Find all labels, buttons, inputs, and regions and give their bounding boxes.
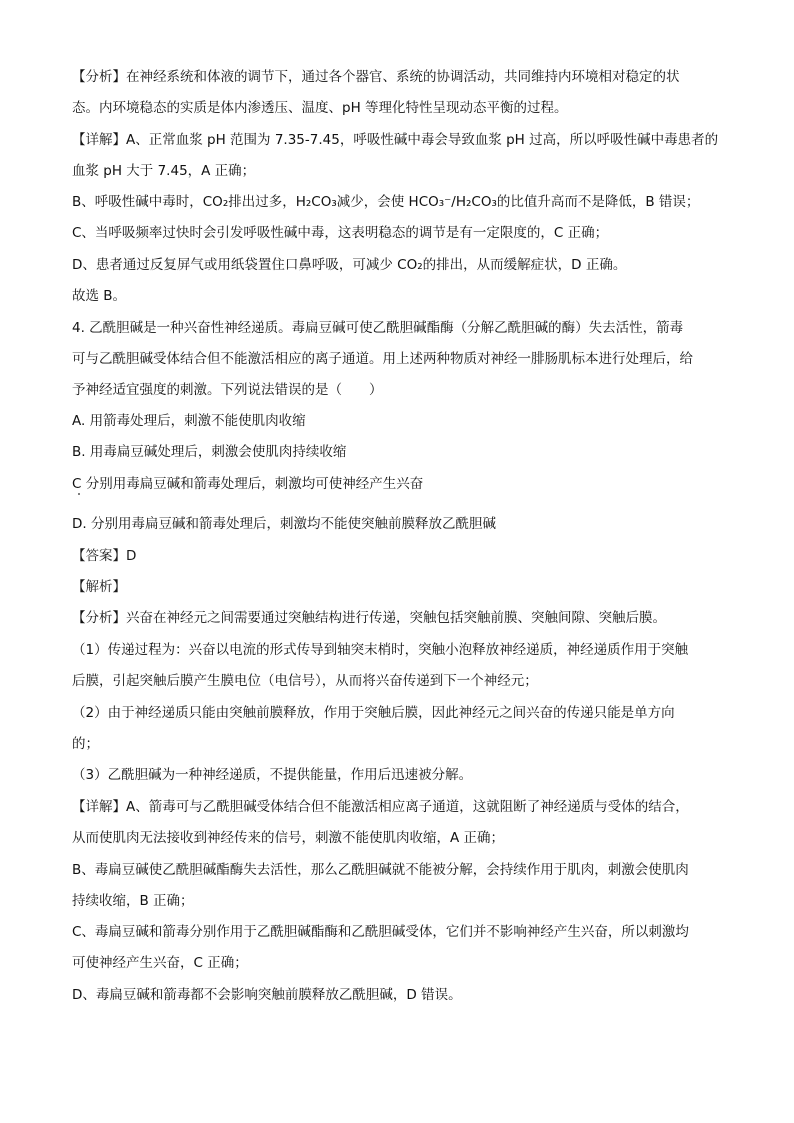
option-d: D. 分别用毒扁豆碱和箭毒处理后，刺激均不能使突触前膜释放乙酰胆碱: [72, 516, 496, 532]
option-b: B. 用毒扁豆碱处理后，刺激会使肌肉持续收缩: [72, 444, 347, 460]
text-line: D、患者通过反复屏气或用纸袋置住口鼻呼吸，可减少 CO₂的排出，从而缓解症状，D 正确。: [72, 257, 627, 273]
text-line: 血浆 pH 大于 7.45，A 正确；: [72, 163, 256, 179]
text-line: 态。内环境稳态的实质是体内渗透压、温度、pH 等理化特性呈现动态平衡的过程。: [72, 100, 568, 116]
text-line: 从而使肌肉无法接收到神经传来的信号，刺激不能使肌肉收缩，A 正确；: [72, 830, 505, 846]
text-line: D、毒扁豆碱和箭毒都不会影响突触前膜释放乙酰胆碱，D 错误。: [72, 987, 462, 1003]
question-stem: 可与乙酰胆碱受体结合但不能激活相应的离子通道。用上述两种物质对神经一腓肠肌标本进行处理后，给: [72, 351, 693, 367]
text-line: 的；: [72, 736, 99, 752]
text-line: B、呼吸性碱中毒时，CO₂排出过多，H₂CO₃减少，会使 HCO₃⁻/H₂CO₃的比值升高而不是降低，B 错误；: [72, 194, 700, 210]
text-line: 【分析】在神经系统和体液的调节下，通过各个器官、系统的协调活动，共同维持内环境相对稳定的状: [72, 69, 680, 85]
text-line: 【详解】A、正常血浆 pH 范围为 7.35-7.45，呼吸性碱中毒会导致血浆 pH 过高，所以呼吸性碱中毒患者的: [72, 132, 719, 148]
text-line: B、毒扁豆碱使乙酰胆碱酯酶失去活性，那么乙酰胆碱就不能被分解，会持续作用于肌肉，刺激会使肌肉: [72, 862, 689, 878]
text-line: 持续收缩，B 正确；: [72, 893, 194, 909]
text-line: （2）由于神经递质只能由突触前膜释放，作用于突触后膜，因此神经元之间兴奋的传递只能是单方向: [72, 705, 675, 721]
text-line: C、毒扁豆碱和箭毒分别作用于乙酰胆碱酯酶和乙酰胆碱受体，它们并不影响神经产生兴奋，所以刺激均: [72, 924, 689, 940]
text-line: 可使神经产生兴奋，C 正确；: [72, 955, 248, 971]
text-line: （3）乙酰胆碱为一种神经递质，不提供能量，作用后迅速被分解。: [72, 767, 473, 783]
stray-dot: [78, 493, 80, 495]
answer-label: 【答案】D: [72, 548, 137, 564]
text-line: 【分析】兴奋在神经元之间需要通过突触结构进行传递，突触包括突触前膜、突触间隙、突触后膜。: [72, 610, 666, 626]
option-a: A. 用箭毒处理后，刺激不能使肌肉收缩: [72, 413, 306, 429]
text-line: 后膜，引起突触后膜产生膜电位（电信号），从而将兴奋传递到下一个神经元；: [72, 673, 538, 689]
text-line: （1）传递过程为：兴奋以电流的形式传导到轴突末梢时，突触小泡释放神经递质，神经递质作用于突触: [72, 642, 689, 658]
question-stem: 予神经适宜强度的刺激。下列说法错误的是（ ）: [72, 382, 383, 398]
text-line: C、当呼吸频率过快时会引发呼吸性碱中毒，这表明稳态的调节是有一定限度的，C 正确；: [72, 225, 609, 241]
option-c: C 分别用毒扁豆碱和箭毒处理后，刺激均可使神经产生兴奋: [72, 476, 424, 492]
question-stem: 4. 乙酰胆碱是一种兴奋性神经递质。毒扁豆碱可使乙酰胆碱酯酶（分解乙酰胆碱的酶）失去活性，箭毒: [72, 320, 684, 336]
text-line: 【详解】A、箭毒可与乙酰胆碱受体结合但不能激活相应离子通道，这就阻断了神经递质与受体的结合，: [72, 799, 689, 815]
analysis-label: 【解析】: [72, 579, 126, 595]
text-line: 故选 B。: [72, 288, 127, 304]
